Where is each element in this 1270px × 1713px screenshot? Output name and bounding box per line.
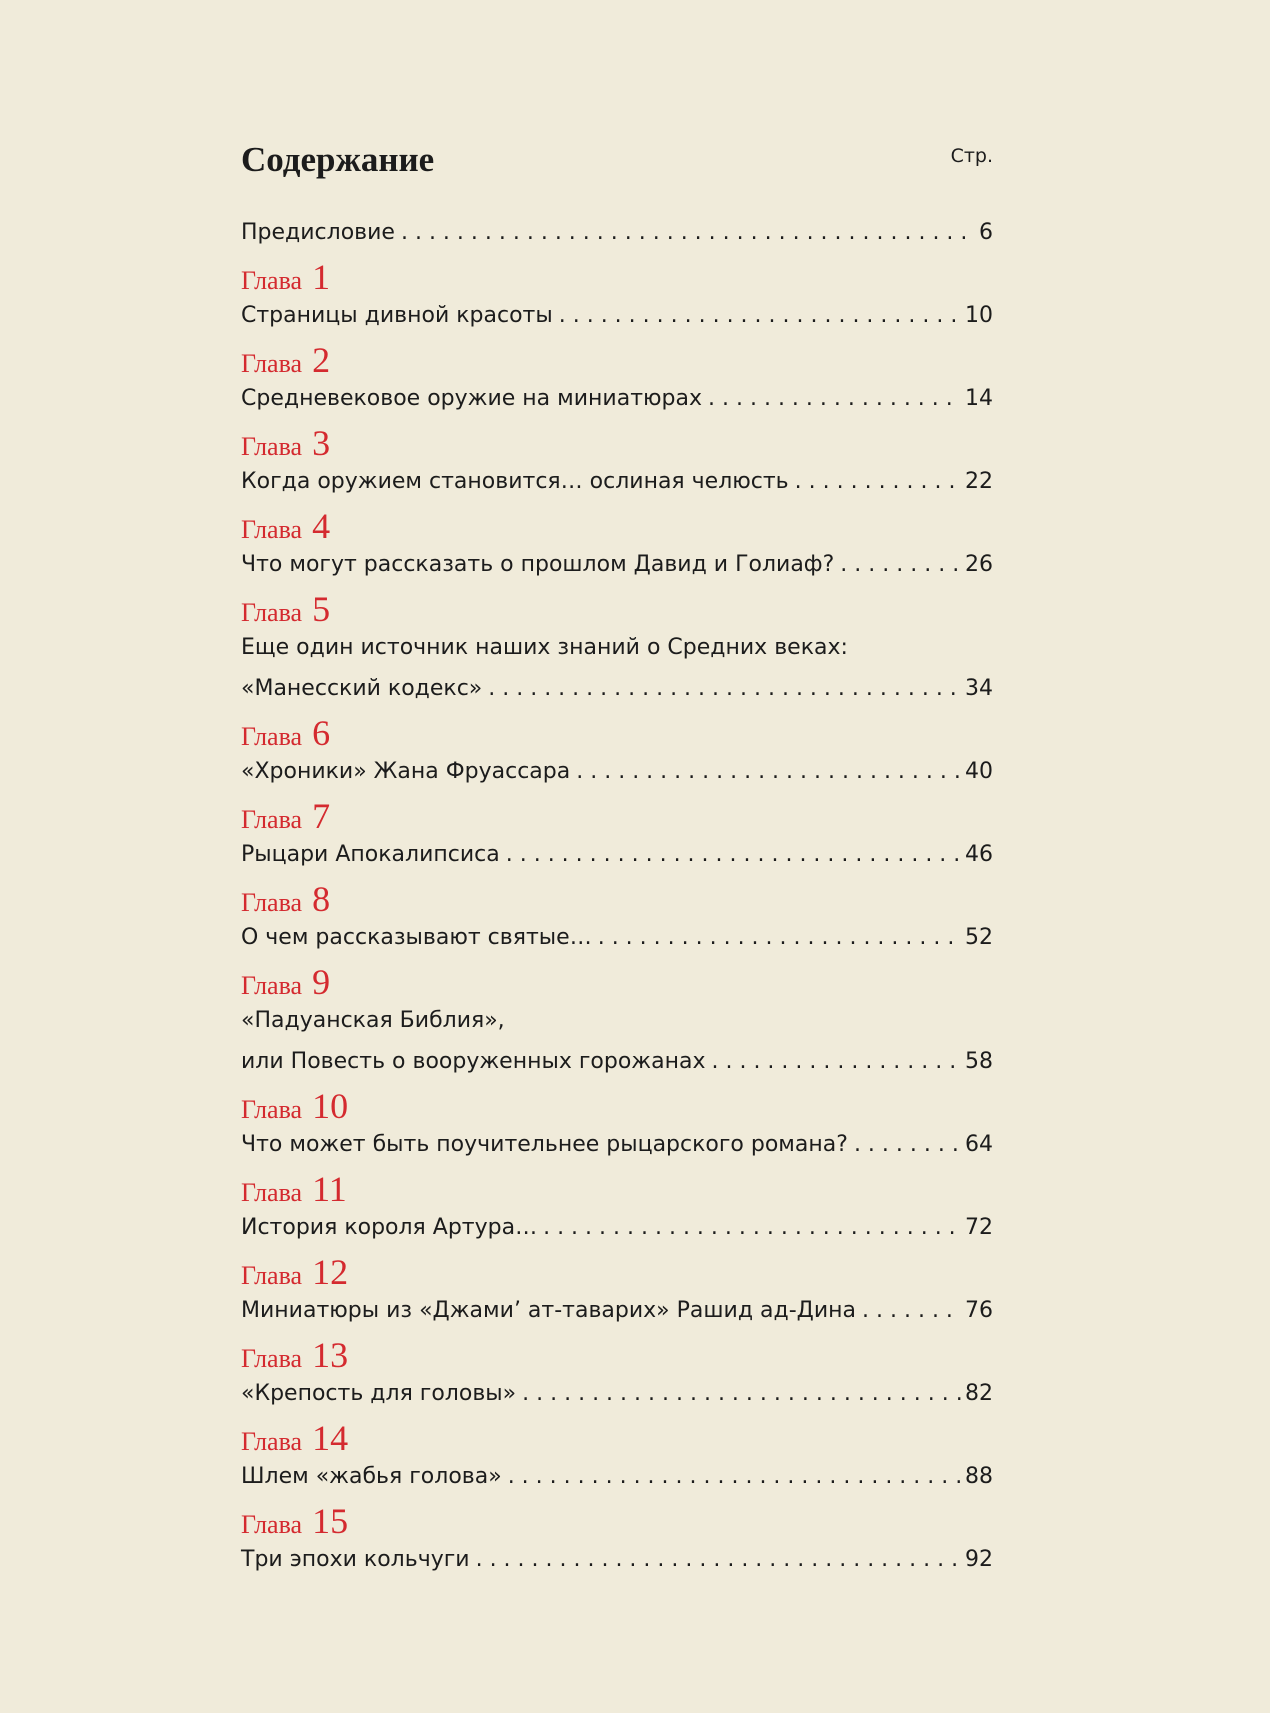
toc-entry-chapter[interactable] — [241, 1248, 993, 1331]
page-number: 58 — [965, 1049, 993, 1074]
toc-header — [241, 130, 993, 212]
page-number: 88 — [965, 1464, 993, 1489]
toc-line — [241, 917, 993, 958]
page-number: 76 — [965, 1298, 993, 1323]
chapter-heading — [241, 585, 993, 627]
toc-entry-chapter[interactable] — [241, 253, 993, 336]
toc-entry-chapter[interactable] — [241, 502, 993, 585]
chapter-heading — [241, 1248, 993, 1290]
chapter-heading — [241, 1497, 993, 1539]
entry-title: Что может быть поучительнее рыцарского романа? — [241, 1132, 848, 1157]
chapter-heading — [241, 419, 993, 461]
toc-entry-chapter[interactable] — [241, 1331, 993, 1414]
page-number: 22 — [965, 469, 993, 494]
toc-line — [241, 1000, 993, 1041]
chapter-heading — [241, 1331, 993, 1373]
toc-line — [241, 668, 993, 709]
toc-line — [241, 627, 993, 668]
chapter-label: Глава — [241, 722, 303, 751]
toc-line — [241, 212, 993, 253]
dot-leader — [543, 1207, 962, 1248]
chapter-heading — [241, 1414, 993, 1456]
page-number: 34 — [965, 676, 993, 701]
chapter-label: Глава — [241, 598, 303, 627]
chapter-number: 8 — [312, 879, 331, 919]
toc-entry-chapter[interactable] — [241, 1497, 993, 1580]
chapter-heading — [241, 1165, 993, 1207]
chapter-heading — [241, 792, 993, 834]
chapter-label: Глава — [241, 1095, 303, 1124]
dot-leader — [488, 668, 962, 709]
chapter-label: Глава — [241, 805, 303, 834]
toc-line — [241, 834, 993, 875]
page-number: 64 — [965, 1132, 993, 1157]
chapter-number: 6 — [312, 713, 331, 753]
dot-leader — [401, 212, 976, 253]
page-number: 92 — [965, 1547, 993, 1572]
chapter-list — [241, 253, 993, 1580]
entry-title: «Крепость для головы» — [241, 1381, 517, 1406]
chapter-label: Глава — [241, 1427, 303, 1456]
chapter-heading — [241, 336, 993, 378]
toc-entry-chapter[interactable] — [241, 958, 993, 1082]
chapter-heading — [241, 709, 993, 751]
entry-title: Средневековое оружие на миниатюрах — [241, 386, 703, 411]
chapter-label: Глава — [241, 1344, 303, 1373]
chapter-label: Глава — [241, 515, 303, 544]
toc-line — [241, 1456, 993, 1497]
entry-title: Рыцари Апокалипсиса — [241, 842, 500, 867]
page-number: 72 — [965, 1215, 993, 1240]
chapter-label: Глава — [241, 1510, 303, 1539]
chapter-number: 10 — [312, 1086, 349, 1126]
chapter-number: 12 — [312, 1252, 349, 1292]
chapter-heading — [241, 875, 993, 917]
chapter-number: 13 — [312, 1335, 349, 1375]
chapter-heading — [241, 1082, 993, 1124]
page-number: 46 — [965, 842, 993, 867]
toc-entry-chapter[interactable] — [241, 1165, 993, 1248]
chapter-number: 5 — [312, 589, 331, 629]
toc-entry-chapter[interactable] — [241, 1414, 993, 1497]
chapter-label: Глава — [241, 888, 303, 917]
toc-line — [241, 461, 993, 502]
chapter-number: 11 — [312, 1169, 347, 1209]
chapter-number: 2 — [312, 340, 331, 380]
toc-entry-chapter[interactable] — [241, 419, 993, 502]
toc-line — [241, 751, 993, 792]
dot-leader — [476, 1539, 962, 1580]
entry-title: «Хроники» Жана Фруассара — [241, 759, 571, 784]
dot-leader — [708, 378, 962, 419]
toc-entry-chapter[interactable] — [241, 585, 993, 709]
entry-title: О чем рассказывают святые… — [241, 925, 592, 950]
chapter-number: 4 — [312, 506, 331, 546]
entry-title: Когда оружием становится… ослиная челюсть — [241, 469, 789, 494]
toc-line — [241, 295, 993, 336]
chapter-label: Глава — [241, 971, 303, 1000]
entry-title: «Манесский кодекс» — [241, 676, 483, 701]
chapter-label: Глава — [241, 266, 303, 295]
page-number: 6 — [979, 220, 993, 245]
chapter-number: 1 — [312, 257, 331, 297]
toc-entry-preface[interactable] — [241, 212, 993, 253]
chapter-number: 14 — [312, 1418, 349, 1458]
chapter-label: Глава — [241, 1261, 303, 1290]
chapter-label: Глава — [241, 1178, 303, 1207]
chapter-number: 7 — [312, 796, 331, 836]
dot-leader — [508, 1456, 962, 1497]
toc-line — [241, 1041, 993, 1082]
dot-leader — [576, 751, 962, 792]
toc-entry-chapter[interactable] — [241, 709, 993, 792]
page-number: 40 — [965, 759, 993, 784]
entry-title: Страницы дивной красоты — [241, 303, 553, 328]
dot-leader — [598, 917, 962, 958]
page-number: 10 — [965, 303, 993, 328]
toc-line — [241, 1124, 993, 1165]
dot-leader — [711, 1041, 962, 1082]
toc-entry-chapter[interactable] — [241, 875, 993, 958]
dot-leader — [506, 834, 962, 875]
chapter-number: 9 — [312, 962, 331, 1002]
page-title: Содержание — [241, 140, 435, 179]
table-of-contents — [241, 130, 993, 1580]
chapter-heading — [241, 502, 993, 544]
entry-title: или Повесть о вооруженных горожанах — [241, 1049, 706, 1074]
toc-line — [241, 1290, 993, 1331]
entry-title: «Падуанская Библия», — [241, 1008, 505, 1033]
page-column-label: Стр. — [950, 145, 993, 167]
dot-leader — [522, 1373, 962, 1414]
dot-leader — [795, 461, 962, 502]
entry-title: Три эпохи кольчуги — [241, 1547, 470, 1572]
toc-line — [241, 378, 993, 419]
chapter-number: 3 — [312, 423, 331, 463]
page-number: 82 — [965, 1381, 993, 1406]
dot-leader — [862, 1290, 962, 1331]
chapter-heading — [241, 958, 993, 1000]
entry-title: Что могут рассказать о прошлом Давид и Голиаф? — [241, 552, 835, 577]
toc-entry-chapter[interactable] — [241, 1082, 993, 1165]
toc-line — [241, 1207, 993, 1248]
entry-title: Еще один источник наших знаний о Средних веках: — [241, 635, 848, 660]
entry-title: История короля Артура… — [241, 1215, 538, 1240]
page-number: 52 — [965, 925, 993, 950]
dot-leader — [559, 295, 962, 336]
page-number: 14 — [965, 386, 993, 411]
chapter-number: 15 — [312, 1501, 349, 1541]
chapter-label: Глава — [241, 349, 303, 378]
toc-line — [241, 1373, 993, 1414]
toc-entry-chapter[interactable] — [241, 792, 993, 875]
entry-title: Предисловие — [241, 220, 395, 245]
toc-line — [241, 544, 993, 585]
toc-line — [241, 1539, 993, 1580]
chapter-heading — [241, 253, 993, 295]
toc-entry-chapter[interactable] — [241, 336, 993, 419]
entry-title: Миниатюры из «Джами’ ат-таварих» Рашид ад-Дина — [241, 1298, 857, 1323]
dot-leader — [840, 544, 962, 585]
page-number: 26 — [965, 552, 993, 577]
chapter-label: Глава — [241, 432, 303, 461]
dot-leader — [854, 1124, 962, 1165]
entry-title: Шлем «жабья голова» — [241, 1464, 502, 1489]
